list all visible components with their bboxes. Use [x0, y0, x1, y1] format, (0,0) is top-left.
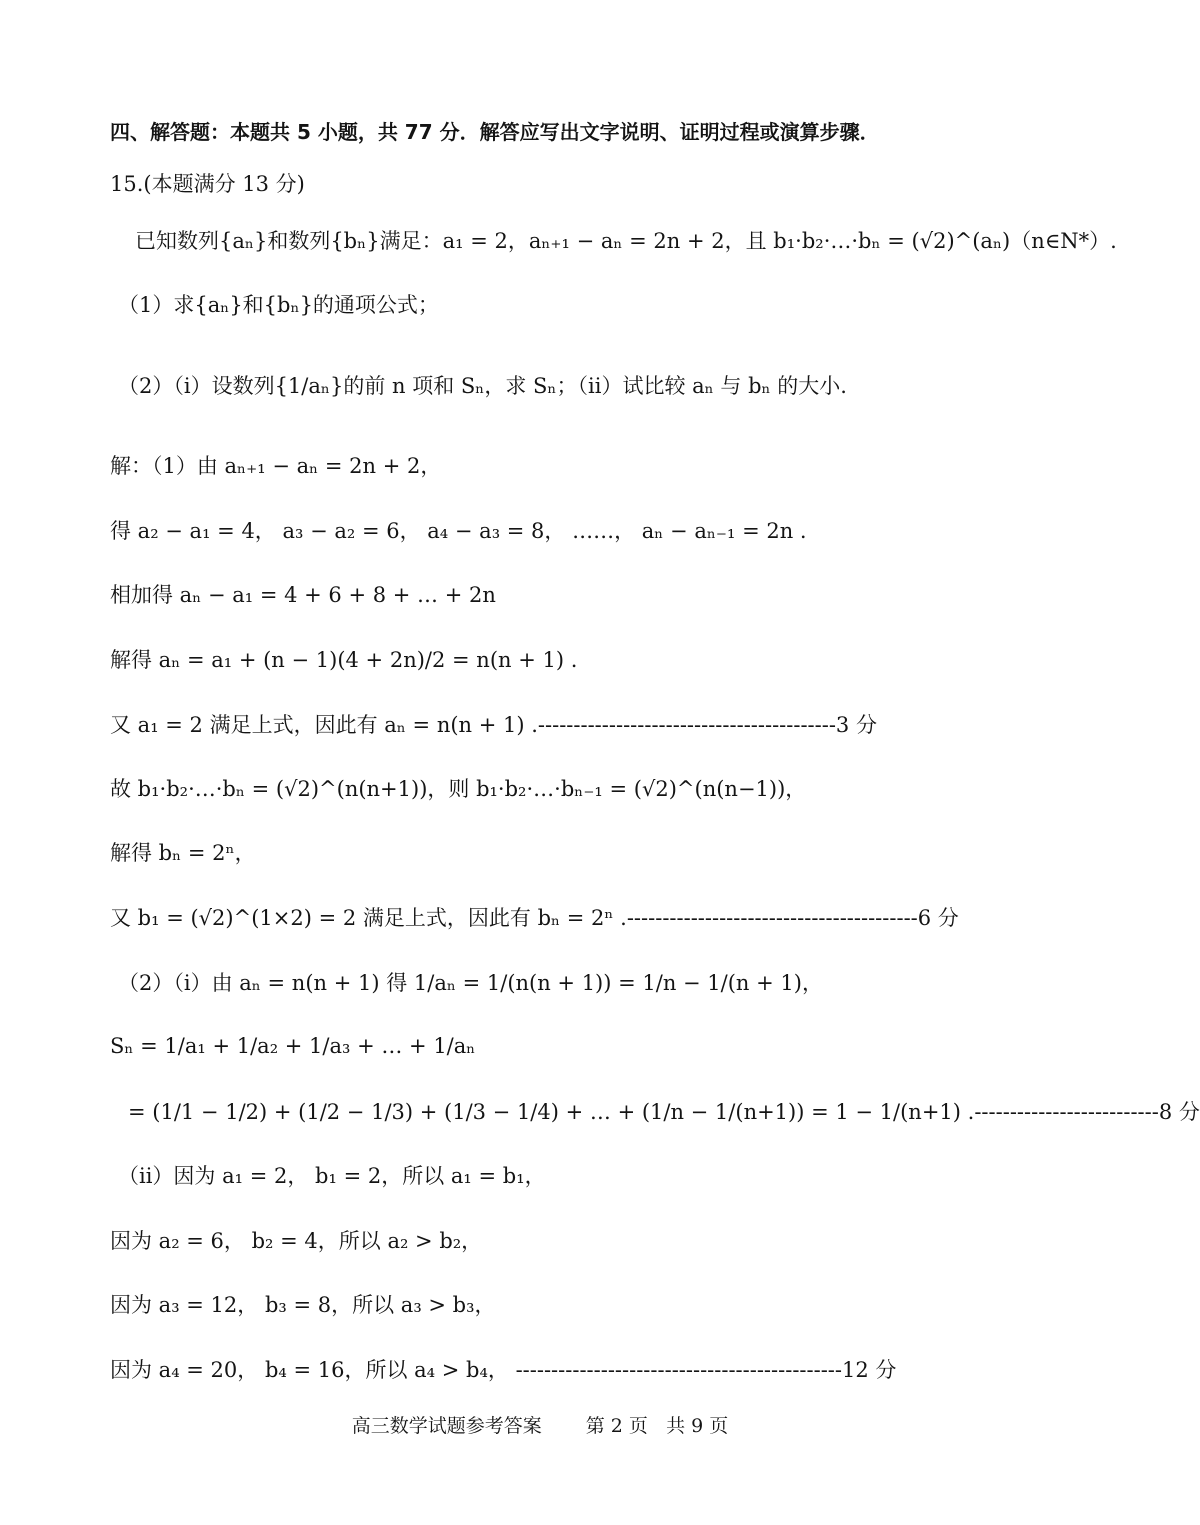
part2-question: （2）（i）设数列{1/aₙ}的前 n 项和 Sₙ，求 Sₙ；（ii）试比较 aₙ 与 bₙ 的大小. — [118, 374, 847, 398]
part1-question: （1）求{aₙ}和{bₙ}的通项公式； — [118, 293, 439, 317]
solution-line-13: 因为 a₂ = 6， b₂ = 4，所以 a₂ > b₂， — [110, 1229, 483, 1253]
solution-line-8: 又 b₁ = (√2)^(1×2) = 2 满足上式，因此有 bₙ = 2ⁿ .-----------------------------------------6 分 — [110, 906, 959, 930]
solution-line-9: （2）（i）由 aₙ = n(n + 1) 得 1/aₙ = 1/(n(n + 1)) = 1/n − 1/(n + 1)， — [118, 971, 823, 995]
problem-statement: 已知数列{aₙ}和数列{bₙ}满足：a₁ = 2，aₙ₊₁ − aₙ = 2n + 2，且 b₁·b₂·…·bₙ = (√2)^(aₙ)（n∈N*）. — [135, 229, 1117, 253]
page-footer — [0, 1412, 1080, 1440]
solution-line-11: = (1/1 − 1/2) + (1/2 − 1/3) + (1/3 − 1/4) + … + (1/n − 1/(n+1)) = 1 − 1/(n+1) .--------------------------8 分 — [128, 1100, 1200, 1124]
problem-title: 15.(本题满分 13 分) — [110, 172, 305, 196]
footer-total: 共 9 页 — [666, 1415, 729, 1437]
solution-line-5: 又 a₁ = 2 满足上式，因此有 aₙ = n(n + 1) .------------------------------------------3 分 — [110, 713, 877, 737]
solution-line-3: 相加得 aₙ − a₁ = 4 + 6 + 8 + … + 2n — [110, 583, 496, 607]
solution-line-12: （ii）因为 a₁ = 2， b₁ = 2，所以 a₁ = b₁， — [118, 1164, 546, 1188]
solution-line-2: 得 a₂ − a₁ = 4， a₃ − a₂ = 6， a₄ − a₃ = 8， ……， aₙ − aₙ₋₁ = 2n . — [110, 519, 807, 543]
footer-title: 高三数学试题参考答案 — [351, 1415, 542, 1437]
solution-line-6: 故 b₁·b₂·…·bₙ = (√2)^(n(n+1))，则 b₁·b₂·…·bₙ₋₁ = (√2)^(n(n−1))， — [110, 777, 807, 801]
solution-line-1: 解：（1）由 aₙ₊₁ − aₙ = 2n + 2， — [110, 454, 442, 478]
footer-page: 第 2 页 — [585, 1415, 648, 1437]
solution-line-15: 因为 a₄ = 20， b₄ = 16，所以 a₄ > b₄， ----------------------------------------------12 分 — [110, 1358, 897, 1382]
solution-line-7: 解得 bₙ = 2ⁿ， — [110, 841, 256, 865]
solution-line-4: 解得 aₙ = a₁ + (n − 1)(4 + 2n)/2 = n(n + 1) . — [110, 648, 578, 672]
solution-line-14: 因为 a₃ = 12， b₃ = 8，所以 a₃ > b₃， — [110, 1293, 496, 1317]
section-heading: 四、解答题：本题共 5 小题，共 77 分．解答应写出文字说明、证明过程或演算步骤． — [110, 120, 880, 144]
solution-line-10: Sₙ = 1/a₁ + 1/a₂ + 1/a₃ + … + 1/aₙ — [110, 1034, 476, 1058]
